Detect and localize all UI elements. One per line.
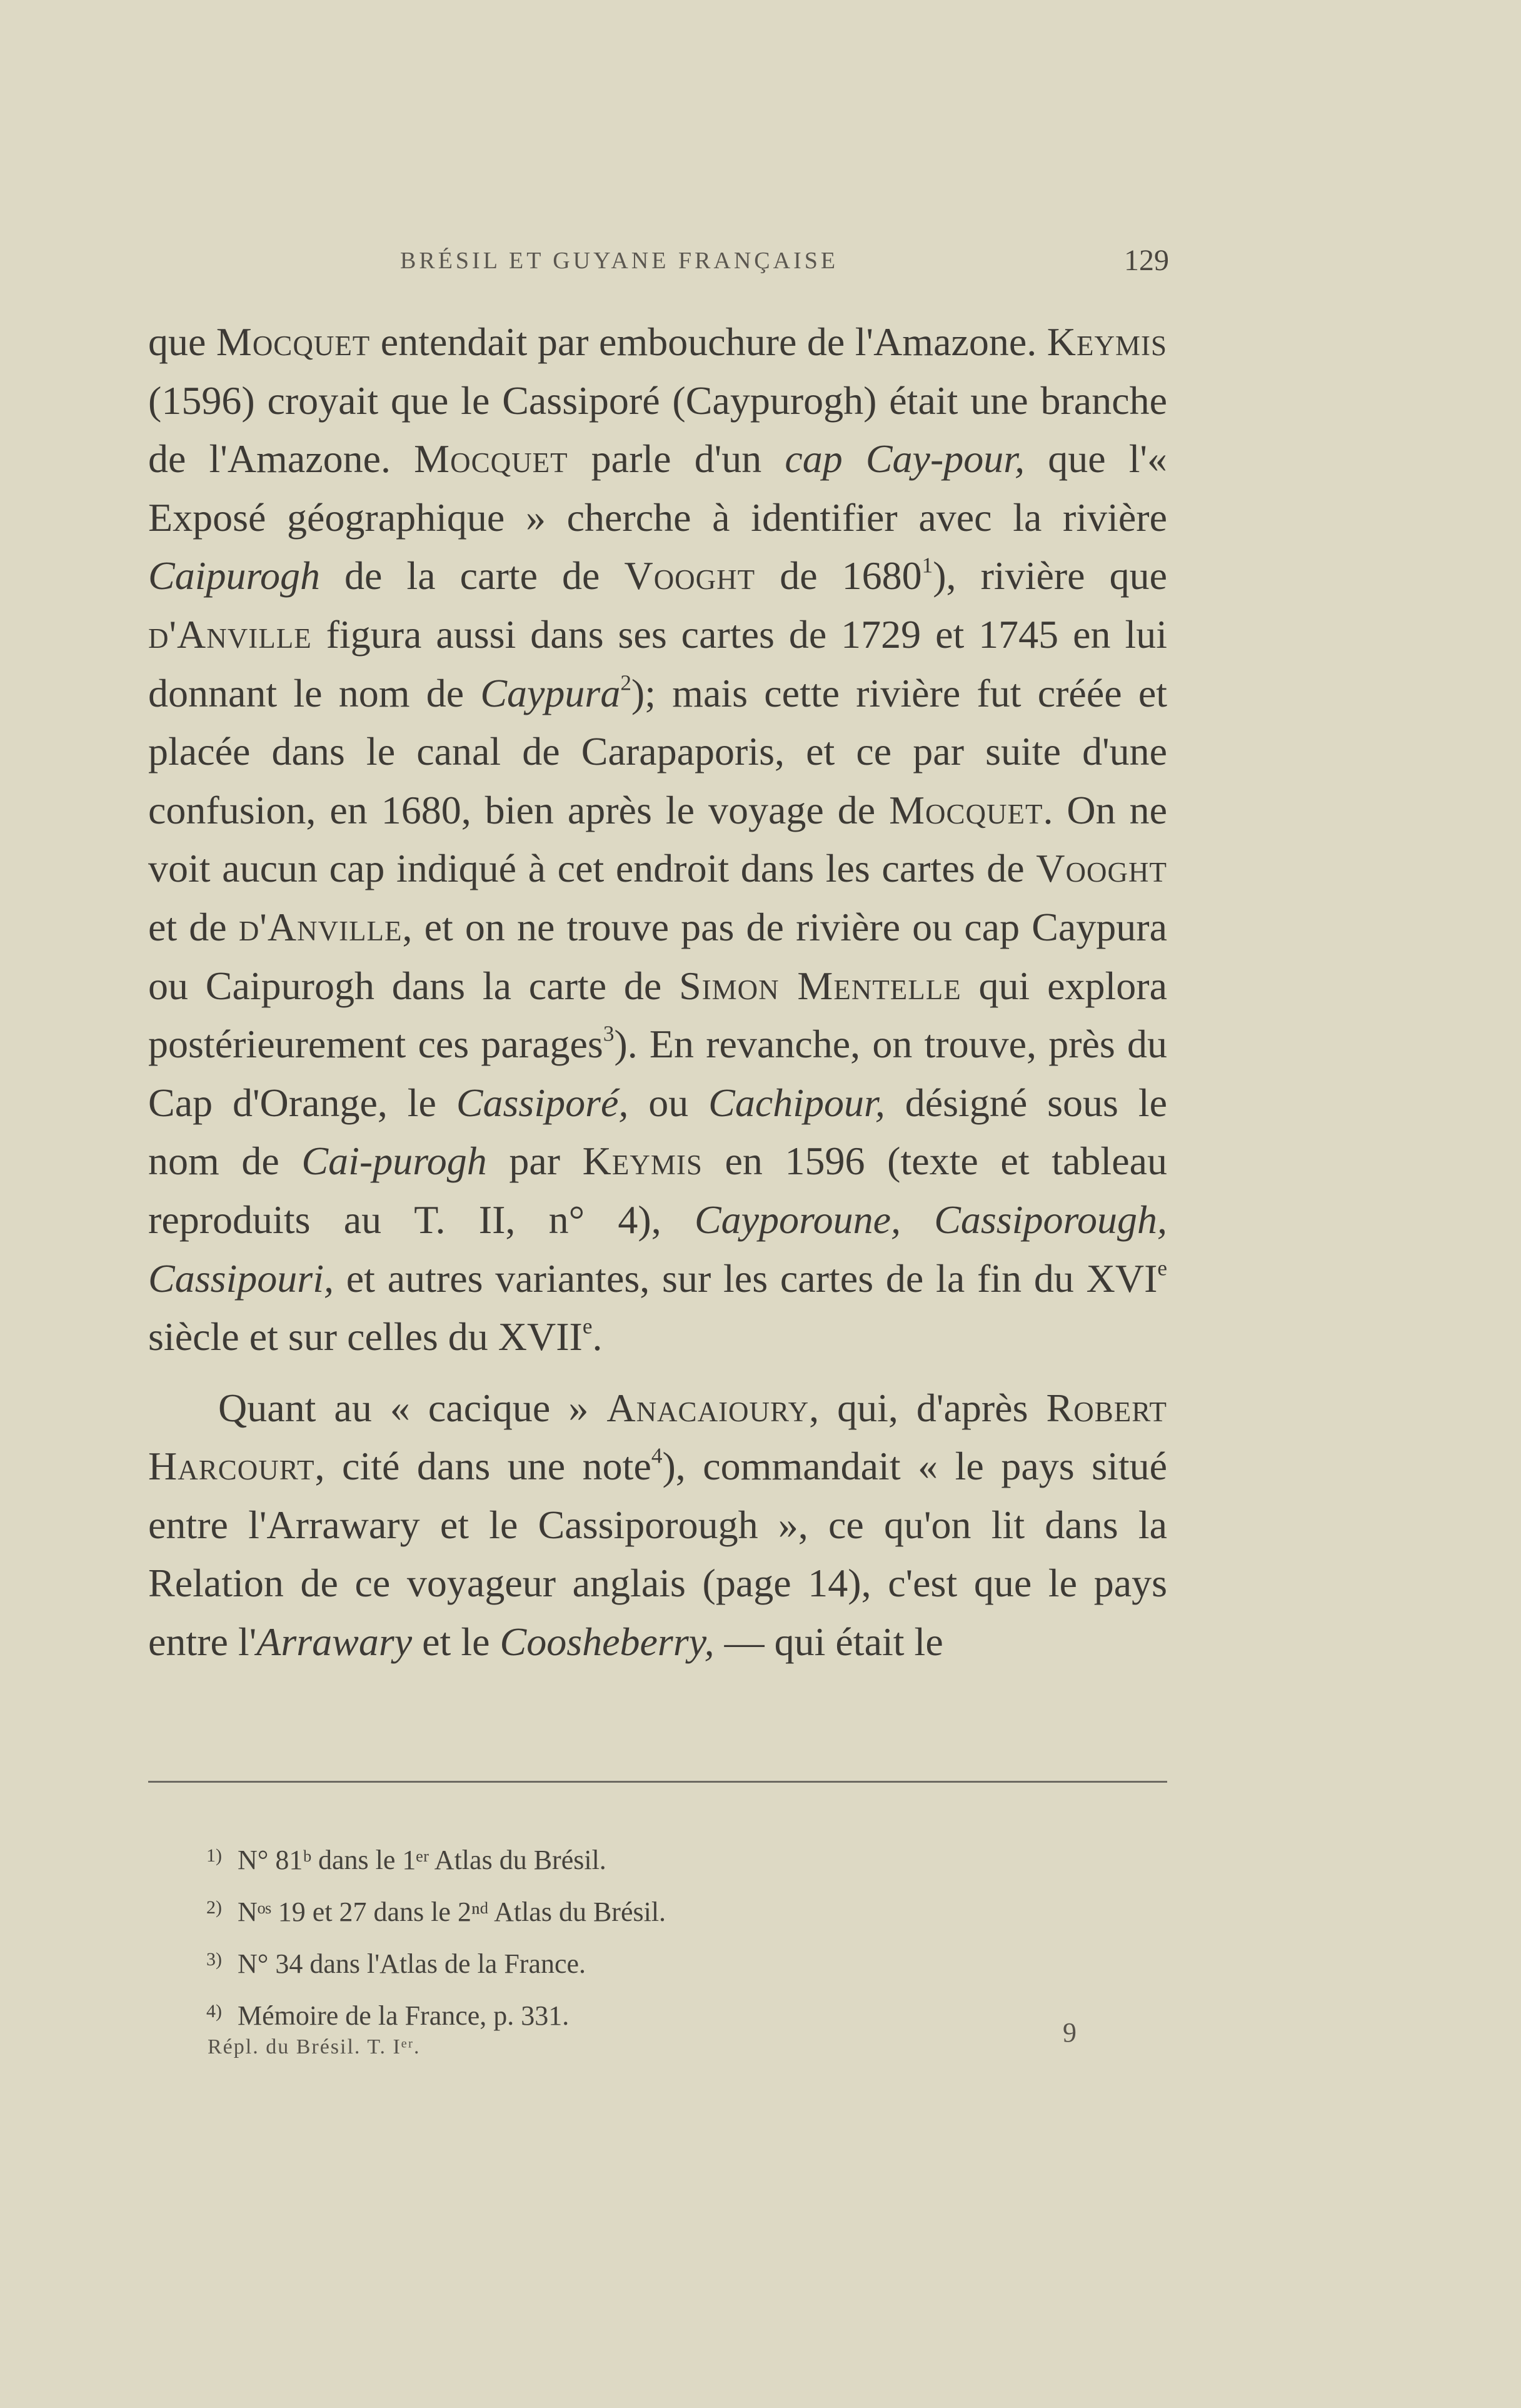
small-caps-name: d'Anville: [148, 612, 312, 657]
footnote-separator: [148, 1781, 1167, 1783]
footnote-ref: 4: [651, 1443, 663, 1468]
footnote: [206, 1884, 1144, 1936]
small-caps-name: Robert Harcourt: [148, 1385, 1168, 1489]
italic-term: Arrawary: [256, 1620, 413, 1665]
footnote-number: 4): [206, 2001, 222, 2022]
footnote-number: 1): [206, 1845, 222, 1866]
footnote-ref: e: [1157, 1256, 1167, 1281]
running-title: BRÉSIL ET GUYANE FRANÇAISE: [400, 248, 839, 274]
italic-term: Cachipour,: [708, 1080, 885, 1125]
footnote-text: Mémoire de la France, p. 331.: [238, 2000, 570, 2031]
small-caps-name: Mocquet: [889, 787, 1043, 832]
small-caps-name: Mocquet: [216, 320, 371, 364]
italic-term: Cassiporé,: [456, 1080, 629, 1125]
footnote-ref: 2: [620, 670, 631, 695]
footnote: [206, 1832, 1144, 1884]
italic-term: Caypura: [480, 670, 621, 715]
footnote: [206, 1988, 1144, 2040]
footnote-text: Nᵒˢ 19 et 27 dans le 2ⁿᵈ Atlas du Brésil.: [238, 1897, 666, 1927]
small-caps-name: Simon Mentelle: [679, 963, 961, 1008]
signature-mark: 9: [1063, 2017, 1077, 2048]
small-caps-name: Vooght: [1036, 846, 1167, 891]
small-caps-name: Anacaioury: [606, 1385, 810, 1430]
footnote-ref: 3: [603, 1021, 615, 1046]
page-number: 129: [1124, 244, 1169, 277]
small-caps-name: d'Anville: [238, 904, 403, 949]
italic-term: cap Cay-pour,: [785, 436, 1025, 481]
italic-term: Caipurogh: [148, 553, 320, 598]
small-caps-name: Keymis: [582, 1139, 703, 1184]
italic-term: Coosheberry,: [499, 1620, 715, 1665]
paragraph-2: Quant au « cacique » Anacaioury, qui, d'après Robert Harcourt, cité dans une note$^4$), commandait « le pays situé entre l'Arrawary et le Cassiporough », ce qu'on lit dans la Relation de ce voyageur anglais (page 14), c'est que le pays entre l'Arrawary et le Coosheberry, — qui était le: [148, 1385, 1168, 1665]
footnote-text: N° 81ᵇ dans le 1ᵉʳ Atlas du Brésil.: [238, 1845, 606, 1875]
footnote-text: N° 34 dans l'Atlas de la France.: [238, 1948, 586, 1979]
footnote-number: 2): [206, 1897, 222, 1918]
footnote-ref: 1: [921, 553, 933, 578]
small-caps-name: Vooght: [624, 553, 756, 598]
printer-signature: Répl. du Brésil. T. Iᵉʳ.: [208, 2035, 421, 2058]
italic-term: Cayporoune, Cassiporough, Cassipouri,: [148, 1197, 1167, 1301]
main-text: [148, 313, 1167, 1671]
footnote-ref: e: [582, 1314, 593, 1339]
footnotes: [206, 1832, 1144, 2040]
footnote-number: 3): [206, 1949, 222, 1970]
small-caps-name: Mocquet: [414, 436, 568, 481]
footnote: [206, 1936, 1144, 1988]
small-caps-name: Keymis: [1047, 320, 1168, 364]
italic-term: Cai-purogh: [301, 1139, 487, 1184]
paragraph-1: que Mocquet entendait par embouchure de l'Amazone. Keymis (1596) croyait que le Cassiporé (Caypurogh) était une branche de l'Amazone. Mocquet parle d'un cap Cay-pour, que l'« Exposé géographique » cherche à identifier avec la rivière Caipurogh de la carte de Vooght de 1680$^1$), rivière que d'Anville figura aussi dans ses cartes de 1729 et 1745 en lui donnant le nom de Caypura$^2$); mais cette rivière fut créée et placée dans le canal de Carapaporis, et ce par suite d'une confusion, en 1680, bien après le voyage de Mocquet. On ne voit aucun cap indiqué à cet endroit dans les cartes de Vooght et de d'Anville, et on ne trouve pas de rivière ou cap Caypura ou Caipurogh dans la carte de Simon Mentelle qui explora postérieurement ces parages$^3$). En revanche, on trouve, près du Cap d'Orange, le Cassiporé, ou Cachipour, désigné sous le nom de Cai-purogh par Keymis en 1596 (texte et tableau reproduits au T. II, n° 4), Cayporoune, Cassiporough, Cassipouri, et autres variantes, sur les cartes de la fin du XVIe siècle et sur celles du XVIIe.: [148, 320, 1168, 1359]
running-header: [400, 244, 1182, 285]
